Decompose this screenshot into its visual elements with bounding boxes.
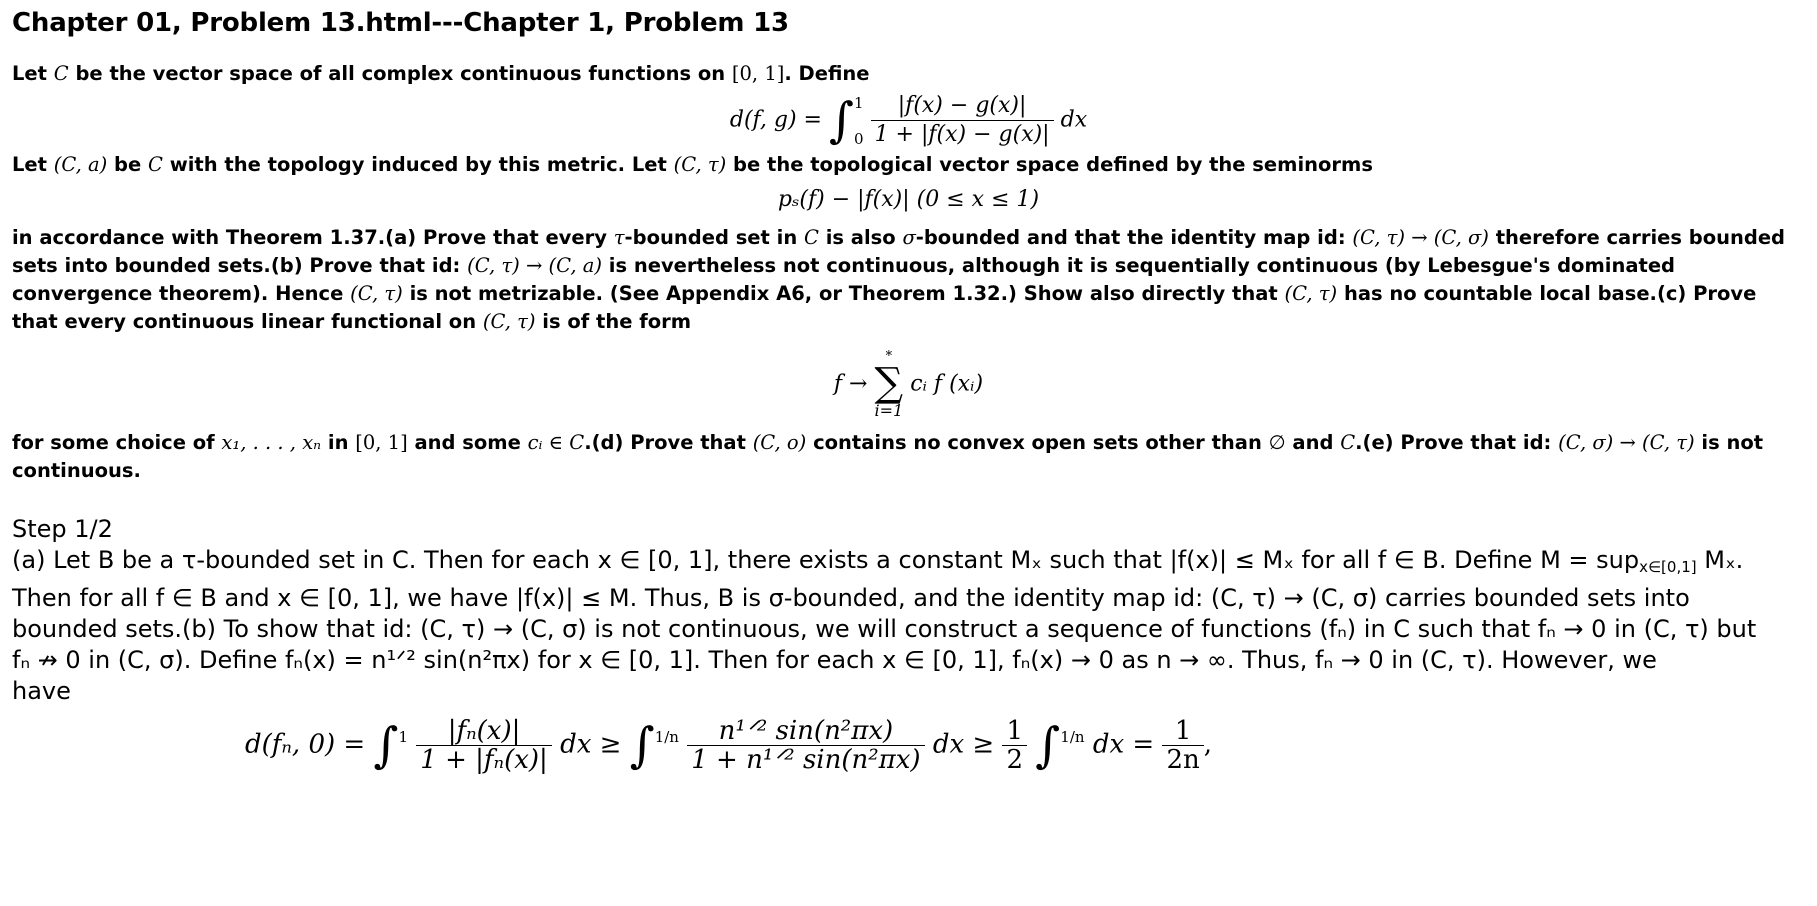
summation: * ∑ i=1 [874,349,904,420]
functional-form-equation: f → * ∑ i=1 cᵢ f (xᵢ) [833,349,984,420]
solution-line: fₙ ↛ 0 in (C, σ). Define fₙ(x) = n¹ᐟ² sin(n²πx) for x ∈ [0, 1]. Then for each x ∈ [0, 1], fₙ(x) → 0 as n → ∞. Thus, fₙ → 0 in (C, τ). However, we [12,646,1657,674]
solution-body [12,545,1805,707]
solution-line: (a) Let B be a τ-bounded set in C. Then for each x ∈ [0, 1], there exists a constant Mₓ such that |f(x)| ≤ Mₓ for all f ∈ B. Define M = sup$_{x\in[0,1]}$ Mₓ. [12,546,1744,576]
problem-parts-de: for some choice of x₁, . . . , xₙ in [0, 1] and some cᵢ ∈ C.(d) Prove that (C, o) contains no convex open sets other than ∅ and C.(e) Prove that id: (C, σ) → (C, τ) is not continuous. [12,431,1764,482]
problem-parts-abc: in accordance with Theorem 1.37.(a) Prove that every τ-bounded set in C is also σ-bounded and that the identity map id: (C, τ) → (C, σ) therefore carries bounded sets into bounded sets.(b) Prove that id: (C, τ) → (C, a) is nevertheless not continuous, although it is sequentially continuous (by Lebesgue's dominated convergence theorem). Hence (C, τ) is not metrizable. (See Appendix A6, or Theorem 1.32.) Show also directly that (C, τ) has no countable local base.(c) Prove that every continuous linear functional on (C, τ) is of the form [12,226,1786,333]
topology-definition: Let (C, a) be C with the topology induced by this metric. Let (C, τ) be the topological vector space defined by the seminorms [12,153,1373,176]
solution-line: have [12,677,71,705]
document-page [0,8,1817,906]
page-title: Chapter 01, Problem 13.html---Chapter 1, Problem 13 [12,8,789,38]
metric-fraction: $\frac{|f(x) - g(x)|}{1 + |f(x) - g(x)|}$ [871,92,1054,149]
solution-line: Then for all f ∈ B and x ∈ [0, 1], we have |f(x)| ≤ M. Thus, B is σ-bounded, and the identity map id: (C, τ) → (C, σ) carries bounded sets into [12,584,1690,612]
problem-intro: Let C be the vector space of all complex continuous functions on [0, 1]. Define [12,62,870,85]
distance-inequality: d(fₙ, 0) = ∫1 $\frac{\text{|fₙ(x)|}}{\text{1 + |fₙ(x)|}}$ dx ≥ ∫1/n $\frac{\text{n¹ᐟ² sin(n²πx)}}{\text{1 + n¹ᐟ² sin(n²πx)}}$ dx ≥ $\frac{1}{2}$ ∫1/n dx = $\frac{1}{2n}$ , [244,716,1212,775]
seminorm-equation: pₛ(f) − |f(x)| (0 ≤ x ≤ 1) [777,187,1040,212]
solution-line: bounded sets.(b) To show that id: (C, τ) → (C, σ) is not continuous, we will construct a sequence of functions (fₙ) in C such that fₙ → 0 in (C, τ) but [12,615,1757,643]
integral-sign: ∫ [829,92,855,149]
metric-equation: d(f, g) = ∫1 0 $\frac{|f(x) - g(x)|}{1 + |f(x) - g(x)|}$ dx [729,92,1088,149]
step-label: Step 1/2 [12,515,113,543]
